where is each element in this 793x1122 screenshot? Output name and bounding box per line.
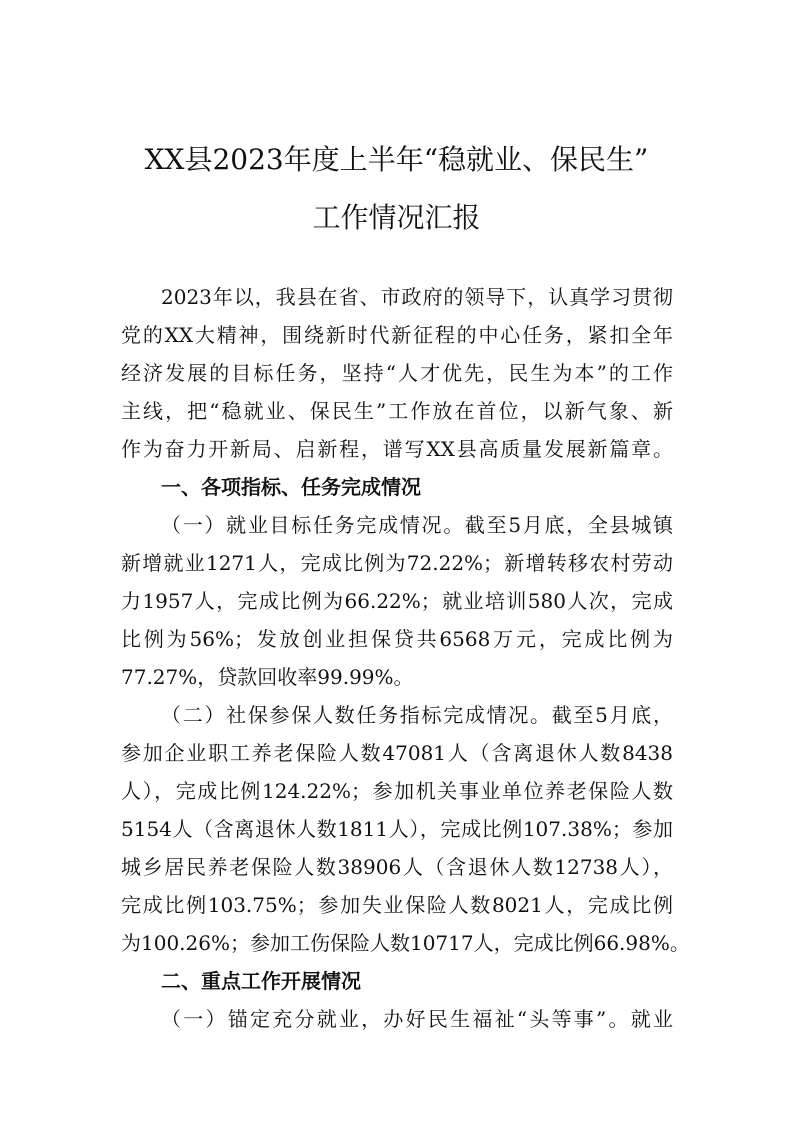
- intro-line: 经济发展的目标任务，坚持“人才优先，民生为本”的工作: [121, 361, 673, 385]
- section-heading-2: 二、重点工作开展情况: [161, 969, 361, 993]
- paragraph-line: （二）社保参保人数任务指标完成情况。截至5月底，: [161, 703, 673, 727]
- paragraph-line: 为100.26%；参加工伤保险人数10717人，完成比例66.98%。: [121, 931, 690, 955]
- intro-line: 2023年以，我县在省、市政府的领导下，认真学习贯彻: [161, 285, 673, 309]
- intro-line: 主线，把“稳就业、保民生”工作放在首位，以新气象、新: [121, 399, 673, 423]
- paragraph-line: 城乡居民养老保险人数38906人（含退休人数12738人），: [121, 855, 673, 879]
- section-heading-1: 一、各项指标、任务完成情况: [161, 475, 421, 499]
- intro-line: 作为奋力开新局、启新程，谱写XX县高质量发展新篇章。: [121, 437, 673, 461]
- paragraph-line: 人），完成比例124.22%；参加机关事业单位养老保险人数: [121, 779, 673, 803]
- paragraph-line: 比例为56%；发放创业担保贷共6568万元，完成比例为: [121, 627, 673, 651]
- paragraph-line: 77.27%，贷款回收率99.99%。: [121, 665, 414, 689]
- paragraph-line: （一）就业目标任务完成情况。截至5月底，全县城镇: [161, 513, 673, 537]
- intro-line: 党的XX大精神，围绕新时代新征程的中心任务，紧扣全年: [121, 323, 673, 347]
- document-title-line-1: XX县2023年度上半年“稳就业、保民生”: [144, 143, 649, 176]
- paragraph-line: 力1957人，完成比例为66.22%；就业培训580人次，完成: [121, 589, 673, 613]
- paragraph-line: 参加企业职工养老保险人数47081人（含离退休人数8438: [121, 741, 673, 765]
- paragraph-line: 5154人（含离退休人数1811人），完成比例107.38%；参加: [121, 817, 673, 841]
- paragraph-line: 完成比例103.75%；参加失业保险人数8021人，完成比例: [121, 893, 673, 917]
- document-title-line-2: 工作情况汇报: [312, 201, 481, 234]
- paragraph-line: 新增就业1271人，完成比例为72.22%；新增转移农村劳动: [121, 551, 673, 575]
- paragraph-line: （一）锚定充分就业，办好民生福祉“头等事”。就业: [161, 1007, 673, 1031]
